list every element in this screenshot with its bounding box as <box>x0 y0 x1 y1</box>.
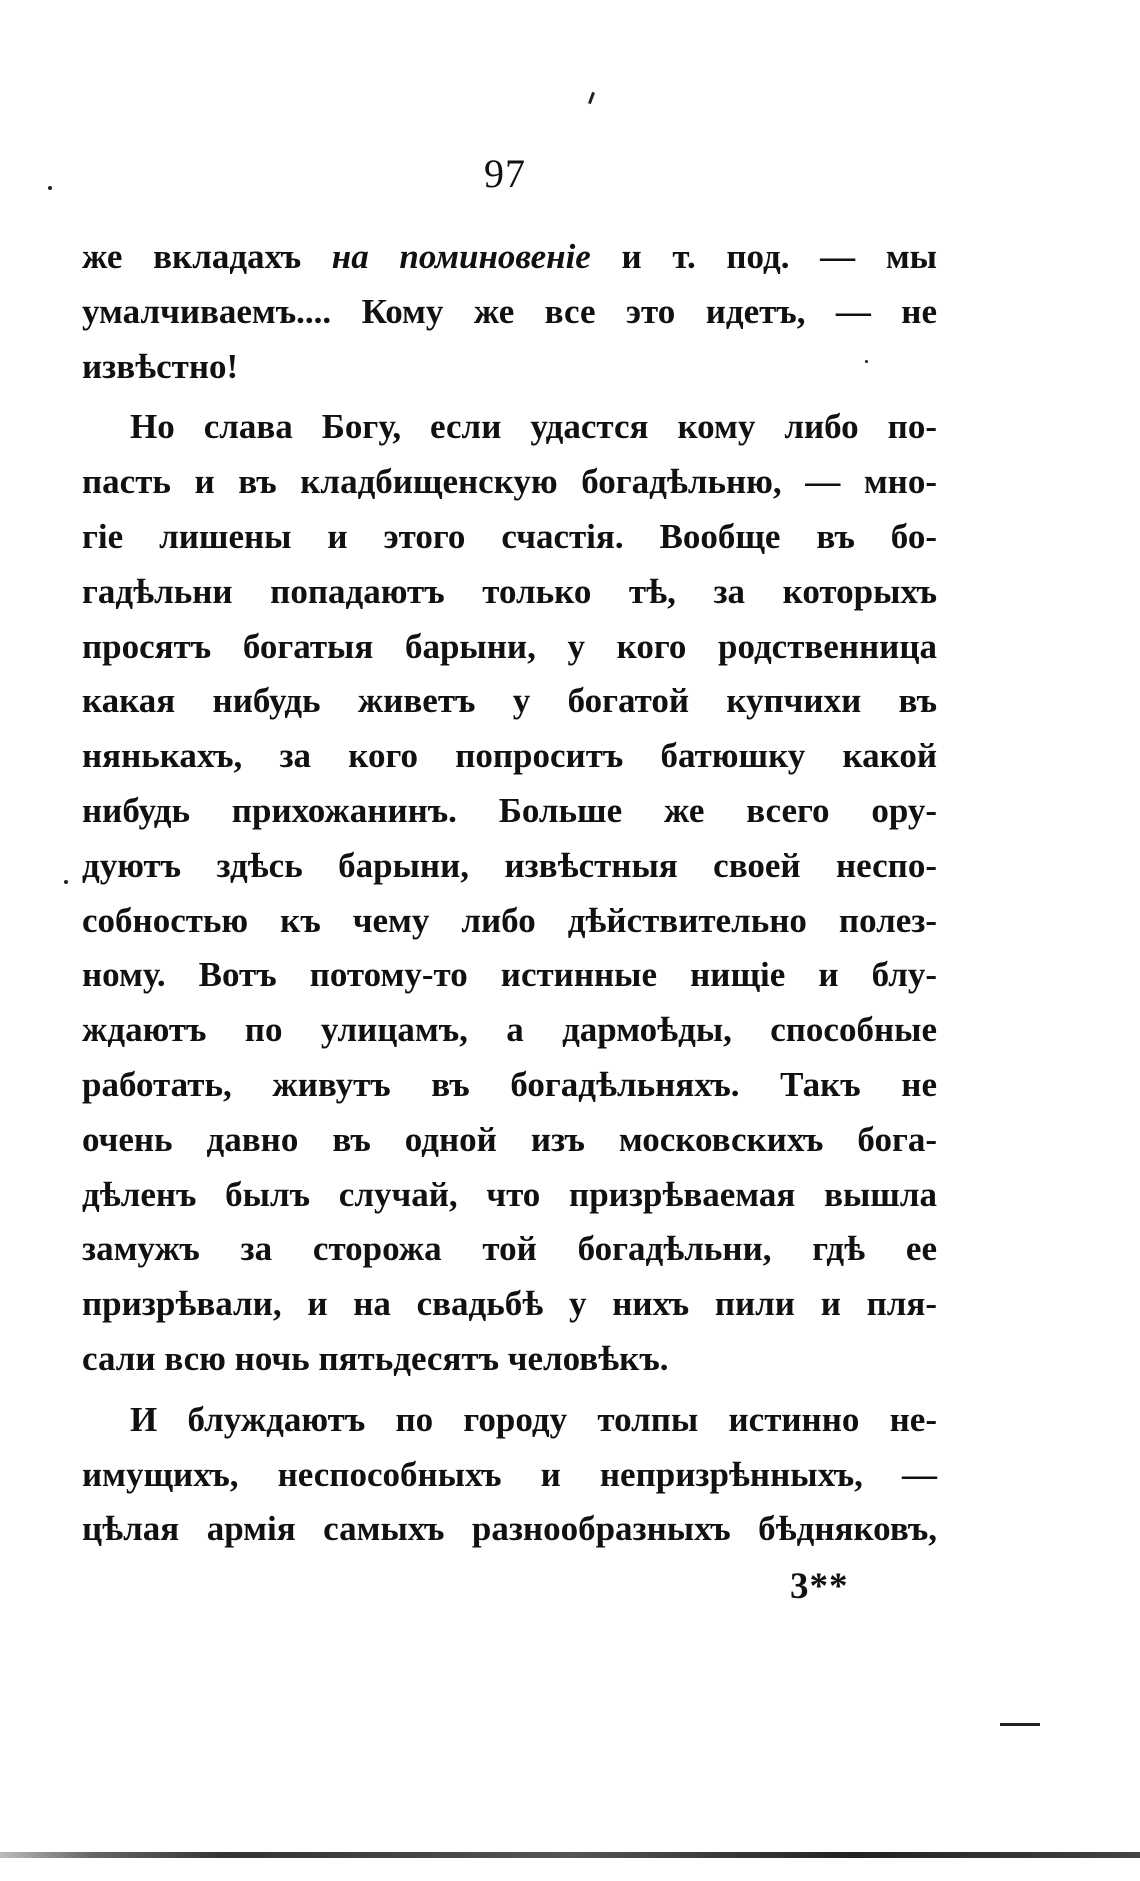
signature-mark: 3** <box>790 1566 849 1607</box>
text-line: замужъ за сторожа той богадѣльни, гдѣ ее <box>82 1229 937 1269</box>
text-fragment: и т. под. — мы <box>590 237 938 276</box>
text-line: гіе лишены и этого счастія. Вообще въ бо- <box>82 516 937 556</box>
text-line: просятъ богатыя барыни, у кого родственница <box>82 626 937 666</box>
margin-dash <box>1000 1723 1040 1726</box>
text-line: пасть и въ кладбищенскую богадѣльню, — мно- <box>82 462 937 502</box>
text-line: дуютъ здѣсь барыни, извѣстныя своей неспо- <box>82 845 937 885</box>
text-line: какая нибудь живетъ у богатой купчихи въ <box>82 681 937 721</box>
text-line: ному. Вотъ потому-то истинные нищіе и блу- <box>82 955 937 995</box>
text-line: умалчиваемъ.... Кому же все это идетъ, — не <box>82 291 937 331</box>
text-line <box>82 230 937 285</box>
text-line: гадѣльни попадаютъ только тѣ, за которыхъ <box>82 571 937 611</box>
text-line: призрѣвали, и на свадьбѣ у нихъ пили и пля- <box>82 1284 937 1324</box>
text-line: собностью къ чему либо дѣйствительно полез- <box>82 900 937 940</box>
text-fragment: же вкладахъ <box>82 237 332 276</box>
text-line: Но слава Богу, если удастся кому либо по- <box>130 407 937 447</box>
page-number: 97 <box>484 151 526 196</box>
scan-speck <box>588 92 595 104</box>
text-line: И блуждаютъ по городу толпы истинно не- <box>130 1399 937 1439</box>
body-text <box>82 230 937 1557</box>
text-line: нибудь прихожанинъ. Больше же всего ору- <box>82 790 937 830</box>
text-line: нянькахъ, за кого попроситъ батюшку какой <box>82 736 937 776</box>
text-line: сали всю ночь пятьдесятъ человѣкъ. <box>82 1338 669 1378</box>
text-line: работать, живутъ въ богадѣльняхъ. Такъ не <box>82 1064 937 1104</box>
scan-speck <box>64 880 68 884</box>
scan-edge-rule <box>0 1852 1140 1858</box>
italic-phrase: на поминовеніе <box>331 237 591 276</box>
text-line: ждаютъ по улицамъ, а дармоѣды, способные <box>82 1010 937 1050</box>
text-line: дѣленъ былъ случай, что призрѣваемая вышла <box>82 1174 937 1214</box>
text-line: очень давно въ одной изъ московскихъ бога- <box>82 1119 937 1159</box>
text-line: имущихъ, неспособныхъ и непризрѣнныхъ, — <box>82 1454 937 1494</box>
text-line: цѣлая армія самыхъ разнообразныхъ бѣдняковъ, <box>82 1509 937 1549</box>
text-line: извѣстно! <box>82 346 239 386</box>
